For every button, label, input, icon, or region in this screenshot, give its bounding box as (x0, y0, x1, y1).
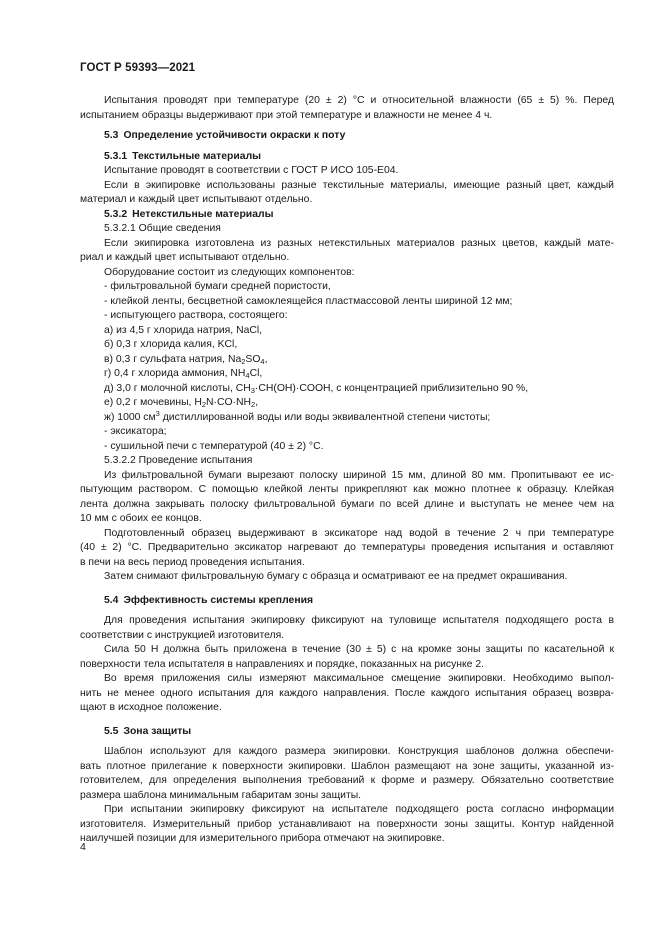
subscript: 3 (250, 385, 255, 395)
text-line: готовителем, для определения выполнения требований к форме и размеру. Обязательно соответствие (80, 775, 614, 786)
section-5-3-1-heading (80, 150, 614, 165)
list-item (80, 408, 614, 426)
text-line: 10 мм с обоих ее концов. (80, 513, 202, 524)
text-line: Оборудование состоит из следующих компонентов: (104, 266, 355, 278)
text-line: щают в исходное положение. (80, 702, 222, 713)
superscript: 3 (155, 408, 160, 418)
item-text: SO (245, 353, 261, 365)
item-text: , (264, 353, 268, 365)
text-line: изготовителя. Измерительный прибор устанавливают на поверхности зоны защиты. Контур найденной (80, 818, 614, 830)
list-item (80, 382, 614, 397)
section-title: Эффективность системы крепления (123, 594, 314, 606)
text-line: Если экипировка изготовлена из разных нетекстильных материалов разных цветов, каждый мате- (104, 237, 614, 249)
subscript: 2 (241, 356, 246, 366)
text-line: Испытания проводят при температуре (20 ± 2) °С и относительной влажности (65 ± 5) %. Перед (104, 95, 614, 106)
text-line: пытующим раствором. С помощью клейкой ленты прикрепляют как можно плотнее к образцу. Клейкая (80, 484, 614, 495)
text-line: испытанием образцы выдерживают при этой температуре и влажности не менее 4 ч. (80, 109, 493, 121)
list-item: - эксикатора; (104, 426, 167, 437)
subsection-5-3-2-2: 5.3.2.2 Проведение испытания (104, 455, 253, 466)
list-item: - клейкой ленты, бесцветной самоклеящейся пластмассовой ленты шириной 12 мм; (104, 295, 513, 307)
text-line: Из фильтровальной бумаги вырезают полоску шириной 15 мм, длиной 80 мм. Пропитывают ее ис- (104, 469, 614, 481)
text-line: Если в экипировке использованы разные текстильные материалы, имеющие разный цвет, каждый (104, 179, 614, 191)
section-number: 5.5 (104, 725, 119, 737)
text-line: в печи на весь период проведения испытания. (80, 556, 305, 568)
item-text: е) 0,2 г мочевины, H (104, 397, 202, 408)
list-item: - сушильной печи с температурой (40 ± 2) °С. (104, 440, 324, 452)
section-number: 5.4 (104, 594, 119, 606)
text-line: поверхности тела испытателя в направлениях и порядке, показанных на рисунке 2. (80, 658, 485, 670)
item-text: N·CO·NH (206, 397, 252, 408)
text-line: При испытании экипировку фиксируют на испытателе подходящего роста согласно информации (104, 804, 614, 815)
list-item (80, 353, 614, 368)
subscript: 2 (251, 400, 256, 409)
section-number: 5.3.2 (104, 208, 128, 220)
section-title: Текстильные материалы (132, 150, 262, 162)
section-number: 5.3.1 (104, 150, 128, 162)
text-line: размера шаблона минимальным габаритам зоны защиты. (80, 789, 362, 801)
section-5-3-2-heading (80, 208, 614, 223)
section-title: Определение устойчивости окраски к поту (123, 130, 346, 141)
document-header: ГОСТ Р 59393—2021 (80, 62, 196, 74)
text-line: Затем снимают фильтровальную бумагу с образца и осматривают ее на предмет окрашивания. (104, 571, 568, 582)
section-title: Зона защиты (123, 725, 192, 737)
list-item: - фильтровальной бумаги средней пористости, (104, 281, 331, 292)
item-text: в) 0,3 г сульфата натрия, Na (104, 353, 242, 365)
text-line: (40 ± 2) °С. Предварительно эксикатор нагревают до температуры проведения испытания и оставляют (80, 542, 614, 553)
text-line: Сила 50 Н должна быть приложена в течение (30 ± 5) с на кромке зоны защиты по касательной к (104, 644, 614, 655)
item-text: г) 0,4 г хлорида аммония, NH (104, 368, 246, 379)
page-number: 4 (80, 841, 86, 853)
list-item: б) 0,3 г хлорида калия, KCl, (104, 339, 238, 350)
section-5-4-heading (80, 594, 614, 609)
text-line: материал и каждый цвет испытывают отдельно. (80, 194, 313, 205)
section-5-3-heading (80, 129, 614, 144)
subscript: 4 (260, 356, 265, 366)
text-line: Для проведения испытания экипировку фиксируют на туловище испытателя подходящего роста в (104, 615, 614, 626)
section-title: Нетекстильные материалы (132, 208, 274, 220)
page-body (80, 94, 614, 847)
list-item: а) из 4,5 г хлорида натрия, NaCl, (104, 324, 263, 336)
section-5-5-heading (80, 725, 614, 740)
text-line: соответствии с инструкцией изготовителя. (80, 629, 285, 641)
text-line: лента должна закрывать полоску фильтровальной бумаги по всей длине и выступать не менее чем на (80, 498, 614, 510)
list-item (80, 367, 614, 382)
list-item (80, 396, 614, 411)
subscript: 2 (201, 400, 206, 409)
text-line: Подготовленный образец выдерживают в эксикаторе над водой в течение 2 ч при температуре (104, 527, 614, 539)
text-line: нить не менее одного испытания для каждого направления. После каждого испытания образец возвра- (80, 687, 614, 699)
text-line: Во время приложения силы измеряют максимальное смещение экипировки. Необходимо выпол- (104, 673, 614, 684)
subsection-5-3-2-1: 5.3.2.1 Общие сведения (104, 223, 221, 234)
item-text: ·CH(OH)·COOH, с концентрацией приблизительно 90 %, (254, 382, 529, 394)
text-line: вать плотное прилегание к поверхности экипировки. Шаблон размещают на зоне защиты, указанной из- (80, 760, 614, 772)
item-text: д) 3,0 г молочной кислоты, CH (104, 382, 251, 394)
item-text: Cl, (249, 368, 263, 379)
list-item: - испытующего раствора, состоящего: (104, 310, 288, 321)
intro-paragraph (80, 94, 614, 123)
item-text: , (255, 397, 259, 408)
text-line: Шаблон используют для каждого размера экипировки. Конструкция шаблонов должна обеспечи- (104, 746, 614, 757)
subscript: 4 (245, 371, 250, 380)
section-number: 5.3 (104, 130, 119, 141)
text-line: Испытание проводят в соответствии с ГОСТ Р ИСО 105-Е04. (104, 165, 399, 176)
text-line: риал и каждый цвет испытывают отдельно. (80, 252, 290, 263)
text-line: наилучшей позиции для измерительного прибора отмечают на экипировке. (80, 833, 445, 844)
item-text: ж) 1000 см (104, 411, 156, 423)
item-text: дистиллированной воды или воды эквивалентной степени чистоты; (159, 411, 491, 423)
